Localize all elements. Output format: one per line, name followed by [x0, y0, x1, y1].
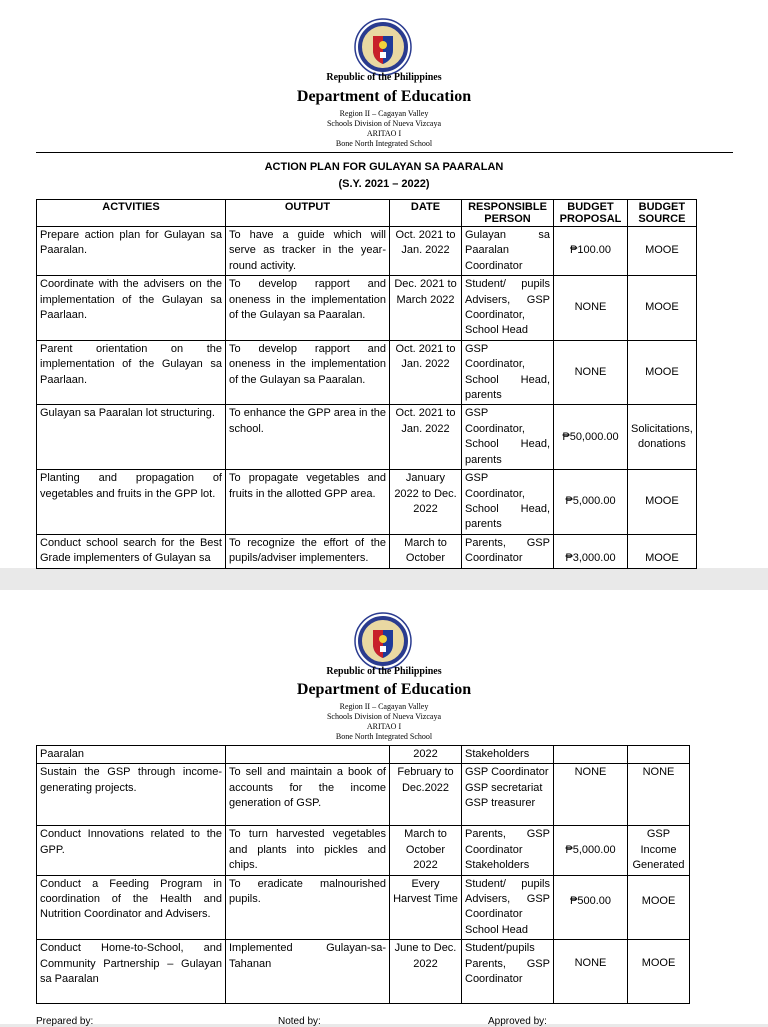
- cell-budget: NONE: [554, 940, 628, 1004]
- cell-person: Student/ pupils Advisers, GSP Coordinator, School Head: [462, 276, 554, 341]
- cell-date: June to Dec. 2022: [390, 940, 462, 1004]
- cell-date: Oct. 2021 to Jan. 2022: [390, 227, 462, 276]
- cell-activity: Gulayan sa Paaralan lot structuring.: [37, 405, 226, 470]
- cell-person: Parents, GSP Coordinator: [462, 534, 554, 568]
- cell-source: NONE: [628, 764, 690, 826]
- col-header-budget-proposal: BUDGET PROPOSAL: [554, 200, 628, 227]
- table-row: [37, 470, 697, 535]
- cell-budget: NONE: [554, 340, 628, 405]
- cell-source: [628, 746, 690, 764]
- col-header-budget-source: BUDGET SOURCE: [628, 200, 697, 227]
- action-plan-table-page-1: [36, 199, 697, 569]
- cell-person: GSP Coordinator GSP secretariat GSP treasurer: [462, 764, 554, 826]
- table-row: [37, 764, 690, 826]
- school-label: Bone North Integrated School: [335, 732, 433, 741]
- table-row: [37, 875, 690, 940]
- cell-date: Every Harvest Time: [390, 875, 462, 940]
- cell-date: Oct. 2021 to Jan. 2022: [390, 340, 462, 405]
- col-header-output: OUTPUT: [226, 200, 390, 227]
- department-title: Department of Education: [296, 681, 472, 698]
- cell-activity: Paaralan: [37, 746, 226, 764]
- table-row: [37, 940, 690, 1004]
- cell-person: GSP Coordinator, School Head, parents: [462, 470, 554, 535]
- division-label: Schools Division of Nueva Vizcaya: [326, 712, 441, 721]
- table-row: [37, 534, 697, 568]
- cell-activity: Parent orientation on the implementation of the Gulayan sa Paarlaan.: [37, 340, 226, 405]
- district-label: ARITAO I: [366, 129, 402, 138]
- cell-source: MOOE: [628, 534, 697, 568]
- cell-budget: ₱100.00: [554, 227, 628, 276]
- cell-activity: Prepare action plan for Gulayan sa Paaralan.: [37, 227, 226, 276]
- deped-seal-icon: [354, 612, 412, 670]
- cell-output: To propagate vegetables and fruits in the allotted GPP area.: [226, 470, 390, 535]
- division-label: Schools Division of Nueva Vizcaya: [326, 119, 441, 128]
- cell-output: To develop rapport and oneness in the implementation of the Gulayan sa Paaralan.: [226, 276, 390, 341]
- cell-output: To recognize the effort of the pupils/adviser implementers.: [226, 534, 390, 568]
- cell-date: January 2022 to Dec. 2022: [390, 470, 462, 535]
- cell-date: March to October: [390, 534, 462, 568]
- cell-budget: NONE: [554, 276, 628, 341]
- noted-by-label: Noted by:: [278, 1016, 321, 1027]
- col-header-date: DATE: [390, 200, 462, 227]
- cell-person: Parents, GSP Coordinator Stakeholders: [462, 826, 554, 875]
- region-label: Region II – Cagayan Valley: [339, 702, 429, 711]
- cell-date: 2022: [390, 746, 462, 764]
- cell-output: To develop rapport and oneness in the implementation of the Gulayan sa Paaralan.: [226, 340, 390, 405]
- table-row: [37, 340, 697, 405]
- cell-source: MOOE: [628, 875, 690, 940]
- school-label: Bone North Integrated School: [335, 139, 433, 148]
- cell-person: Student/pupils Parents, GSP Coordinator: [462, 940, 554, 1004]
- cell-output: Implemented Gulayan-sa-Tahanan: [226, 940, 390, 1004]
- table-header-row: [37, 200, 697, 227]
- header-divider: [36, 152, 733, 153]
- school-year: (S.Y. 2021 – 2022): [338, 178, 430, 190]
- deped-seal-icon: [354, 18, 412, 76]
- cell-output: To eradicate malnourished pupils.: [226, 875, 390, 940]
- cell-source: Solicitations, donations: [628, 405, 697, 470]
- cell-budget: ₱500.00: [554, 875, 628, 940]
- table-row: [37, 227, 697, 276]
- col-header-responsible: RESPONSIBLE PERSON: [462, 200, 554, 227]
- cell-date: March to October 2022: [390, 826, 462, 875]
- cell-source: GSP Income Generated: [628, 826, 690, 875]
- cell-activity: Conduct Home-to-School, and Community Partnership – Gulayan sa Paaralan: [37, 940, 226, 1004]
- document-page-2: [0, 590, 768, 1024]
- cell-output: To sell and maintain a book of accounts for the income generation of GSP.: [226, 764, 390, 826]
- cell-date: Dec. 2021 to March 2022: [390, 276, 462, 341]
- cell-budget: [554, 746, 628, 764]
- col-header-activities: ACTVITIES: [37, 200, 226, 227]
- table-row: [37, 826, 690, 875]
- approved-by-label: Approved by:: [488, 1016, 547, 1027]
- table-row: [37, 276, 697, 341]
- table-row: [37, 405, 697, 470]
- cell-output: To have a guide which will serve as tracker in the year-round activity.: [226, 227, 390, 276]
- department-title: Department of Education: [296, 88, 472, 105]
- cell-date: Oct. 2021 to Jan. 2022: [390, 405, 462, 470]
- cell-output: To enhance the GPP area in the school.: [226, 405, 390, 470]
- cell-budget: ₱3,000.00: [554, 534, 628, 568]
- cell-person: Stakeholders: [462, 746, 554, 764]
- cell-source: MOOE: [628, 340, 697, 405]
- region-label: Region II – Cagayan Valley: [339, 109, 429, 118]
- cell-source: MOOE: [628, 227, 697, 276]
- cell-person: GSP Coordinator, School Head, parents: [462, 405, 554, 470]
- cell-activity: Conduct Innovations related to the GPP.: [37, 826, 226, 875]
- cell-activity: Conduct a Feeding Program in coordination of the Health and Nutrition Coordinator and Advisers.: [37, 875, 226, 940]
- cell-source: MOOE: [628, 940, 690, 1004]
- cell-source: MOOE: [628, 276, 697, 341]
- district-label: ARITAO I: [366, 722, 402, 731]
- cell-activity: Conduct school search for the Best Grade implementers of Gulayan sa: [37, 534, 226, 568]
- cell-output: [226, 746, 390, 764]
- cell-activity: Sustain the GSP through income-generating projects.: [37, 764, 226, 826]
- cell-person: Student/ pupils Advisers, GSP Coordinator School Head: [462, 875, 554, 940]
- cell-budget: ₱50,000.00: [554, 405, 628, 470]
- cell-person: GSP Coordinator, School Head, parents: [462, 340, 554, 405]
- prepared-by-label: Prepared by:: [36, 1016, 94, 1027]
- table-row: [37, 746, 690, 764]
- cell-budget: ₱5,000.00: [554, 470, 628, 535]
- republic-label: Republic of the Philippines: [326, 72, 442, 83]
- cell-budget: NONE: [554, 764, 628, 826]
- republic-label: Republic of the Philippines: [326, 666, 442, 677]
- cell-source: MOOE: [628, 470, 697, 535]
- plan-title: ACTION PLAN FOR GULAYAN SA PAARALAN: [264, 161, 504, 173]
- cell-output: To turn harvested vegetables and plants into pickles and chips.: [226, 826, 390, 875]
- cell-activity: Planting and propagation of vegetables and fruits in the GPP lot.: [37, 470, 226, 535]
- cell-budget: ₱5,000.00: [554, 826, 628, 875]
- cell-person: Gulayan sa Paaralan Coordinator: [462, 227, 554, 276]
- cell-activity: Coordinate with the advisers on the implementation of the Gulayan sa Paarlaan.: [37, 276, 226, 341]
- action-plan-table-page-2: [36, 745, 690, 1004]
- cell-date: February to Dec.2022: [390, 764, 462, 826]
